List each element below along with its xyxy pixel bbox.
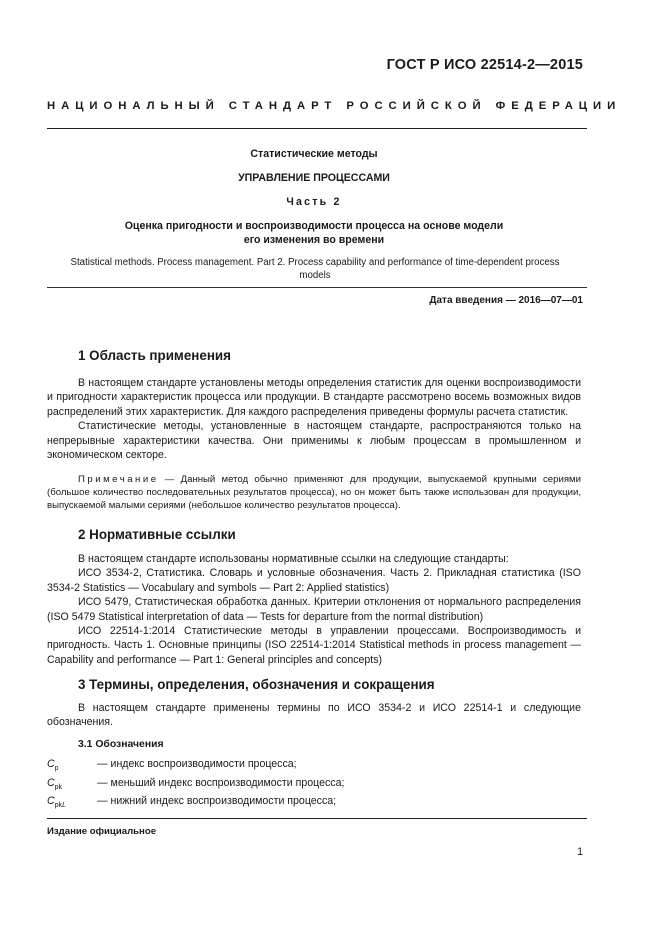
section-1-body [47, 376, 581, 462]
reference-iso-22514-1: ИСО 22514-1:2014 Статистические методы в управлении процессами. Воспроизводимость и пригодность. Часть 1. Основные принципы (ISO 22514-1:2014 Statistical methods in process management — Capability and performance — Part 1: General principles and concepts) [47, 625, 581, 666]
section-3-intro: В настоящем стандарте применены термины по ИСО 3534-2 и ИСО 22514-1 и следующие обозначения. [47, 702, 581, 729]
national-standard-banner: НАЦИОНАЛЬНЫЙ СТАНДАРТ РОССИЙСКОЙ ФЕДЕРАЦИИ [47, 100, 622, 112]
subsection-3-1-heading: 3.1 Обозначения [78, 739, 164, 750]
title-management: УПРАВЛЕНИЕ ПРОЦЕССАМИ [238, 172, 390, 184]
symbol: $C_p$ [47, 758, 59, 772]
top-rule [47, 128, 587, 129]
section-1-paragraph-2: Статистические методы, установленные в настоящем стандарте, распространяются только на непрерывные характеристики качества. Они применимы к любым процессам в промышленном и экономическом секторе. [47, 420, 581, 462]
symbol: $C_{pk}$ [47, 777, 63, 791]
main-title-line1: Оценка пригодности и воспроизводимости процесса на основе модели [124, 220, 504, 232]
symbol-definition: — меньший индекс воспроизводимости процесса; [97, 777, 345, 789]
reference-iso-5479: ИСО 5479, Статистическая обработка данных. Критерии отклонения от нормального распределения (ISO 5479 Statistical interpretation of data — Tests for departure from the normal distribution) [47, 596, 581, 623]
note-label: Примечание [78, 474, 159, 485]
symbol-definition: — индекс воспроизводимости процесса; [97, 758, 297, 770]
title-methods: Статистические методы [250, 148, 378, 160]
english-title: Statistical methods. Process management. Part 2. Process capability and performance of time-dependent process models [70, 257, 560, 281]
section-2-heading: 2 Нормативные ссылки [78, 527, 236, 542]
footer-rule [47, 818, 587, 819]
symbol-definition: — нижний индекс воспроизводимости процесса; [97, 795, 337, 807]
introduction-date: Дата введения — 2016—07—01 [429, 295, 583, 306]
symbol: $C_{pkL}$ [47, 795, 66, 809]
section-1-note [47, 473, 581, 512]
main-title [47, 219, 581, 247]
main-title-line2: его изменения во времени [243, 234, 385, 246]
section-1-paragraph-1: В настоящем стандарте установлены методы определения статистик для оценки воспроизводимости и пригодности характеристик процесса или продукции. В стандарте рассмотрено восемь возможных видов распределений этих характеристик. Для каждого распределения приведены формулы расчета статистик. [47, 377, 581, 418]
section-3-body [47, 701, 581, 730]
official-edition-label: Издание официальное [47, 826, 157, 837]
standard-code: ГОСТ Р ИСО 22514-2—2015 [386, 57, 583, 73]
section-2-intro: В настоящем стандарте использованы нормативные ссылки на следующие стандарты: [78, 553, 509, 565]
page-number: 1 [577, 846, 583, 858]
section-3-heading: 3 Термины, определения, обозначения и сокращения [78, 677, 435, 692]
note-text: — Данный метод обычно применяют для продукции, выпускаемой крупными сериями (большое количество последовательных результатов процесса), но он может быть также использован для продукции, выпускаемой малыми сериями (небольшое количество результатов процесса). [47, 474, 581, 511]
section-1-heading: 1 Область применения [78, 348, 231, 363]
title-rule [47, 287, 587, 288]
reference-iso-3534-2: ИСО 3534-2, Статистика. Словарь и условные обозначения. Часть 2. Прикладная статистика (ISO 3534-2 Statistics — Vocabulary and symbols — Part 2: Applied statistics) [47, 567, 581, 594]
title-part: Часть 2 [286, 196, 342, 208]
section-2-body [47, 552, 581, 667]
